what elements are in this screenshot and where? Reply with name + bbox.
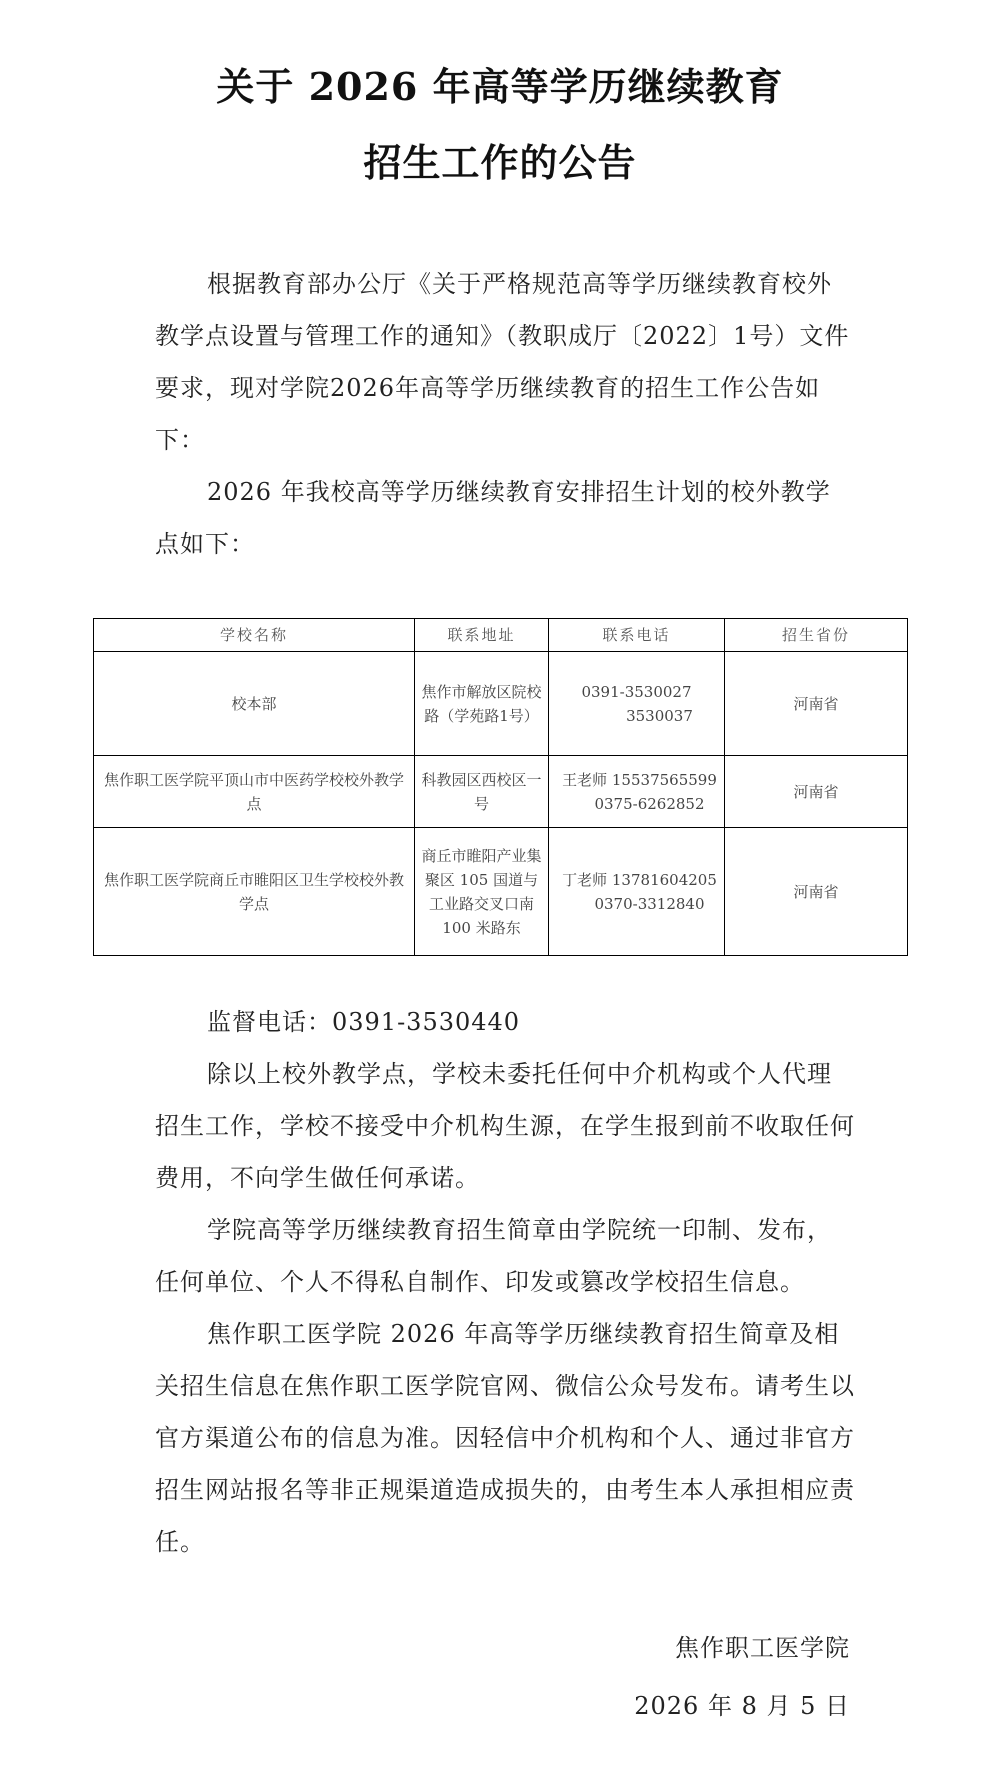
header-address: 联系地址: [415, 619, 549, 652]
phone-line: 0391-3530027: [581, 682, 692, 701]
cell-province: 河南省: [725, 756, 908, 828]
cell-address: 商丘市睢阳产业集聚区 105 国道与工业路交叉口南 100 米路东: [415, 828, 549, 956]
supervision-phone: 监督电话：0391-3530440: [207, 1008, 521, 1036]
cell-school-name: 校本部: [94, 652, 415, 756]
official-channel-text: 焦作职工医学院 2026 年高等学历继续教育招生简章及相关招生信息在焦作职工医学院官网、微信公众号发布。请考生以官方渠道公布的信息为准。因轻信中介机构和个人、通过非官方招生网站报名等非正规渠道造成损失的，由考生本人承担相应责任。: [155, 1320, 855, 1556]
title-line-1: 关于 2026 年高等学历继续教育: [216, 64, 784, 109]
phone-line: 王老师 15537565599: [562, 770, 717, 789]
teaching-sites-table: [93, 618, 908, 956]
cell-address: 科教园区西校区一号: [415, 756, 549, 828]
header-phone: 联系电话: [549, 619, 725, 652]
intro-paragraph: [155, 258, 855, 466]
intro-text: 根据教育部办公厅《关于严格规范高等学历继续教育校外教学点设置与管理工作的通知》（教职成厅〔2022〕1号）文件要求，现对学院2026年高等学历继续教育的招生工作公告如下：: [155, 270, 850, 454]
cell-province: 河南省: [725, 828, 908, 956]
phone-line: 0370-3312840: [594, 894, 705, 913]
table-row: [94, 828, 908, 956]
plan-paragraph: [155, 466, 855, 570]
signature-org: 焦作职工医学院: [675, 1634, 850, 1662]
header-school-name: 学校名称: [94, 619, 415, 652]
table-row: [94, 756, 908, 828]
signature-date: 2026 年 8 月 5 日: [634, 1692, 850, 1720]
header-province: 招生省份: [725, 619, 908, 652]
table-header-row: [94, 619, 908, 652]
cell-school-name: 焦作职工医学院平顶山市中医药学校校外教学点: [94, 756, 415, 828]
table-row: [94, 652, 908, 756]
title-line-2: 招生工作的公告: [363, 140, 637, 185]
cell-province: 河南省: [725, 652, 908, 756]
no-agency-text: 除以上校外教学点，学校未委托任何中介机构或个人代理招生工作，学校不接受中介机构生源，在学生报到前不收取任何费用，不向学生做任何承诺。: [155, 1060, 855, 1192]
cell-phone: [549, 756, 725, 828]
plan-text: 2026 年我校高等学历继续教育安排招生计划的校外教学点如下：: [155, 478, 831, 558]
no-agency-paragraph: [155, 1048, 855, 1204]
cell-school-name: 焦作职工医学院商丘市睢阳区卫生学校校外教学点: [94, 828, 415, 956]
cell-address: 焦作市解放区院校路（学苑路1号）: [415, 652, 549, 756]
phone-line: 丁老师 13781604205: [562, 870, 717, 889]
brochure-paragraph: [155, 1204, 855, 1308]
cell-phone: [549, 828, 725, 956]
official-channel-paragraph: [155, 1308, 855, 1568]
brochure-text: 学院高等学历继续教育招生简章由学院统一印制、发布，任何单位、个人不得私自制作、印发或篡改学校招生信息。: [155, 1216, 832, 1296]
phone-line: 3530037: [626, 706, 693, 725]
cell-phone: [549, 652, 725, 756]
phone-line: 0375-6262852: [594, 794, 705, 813]
